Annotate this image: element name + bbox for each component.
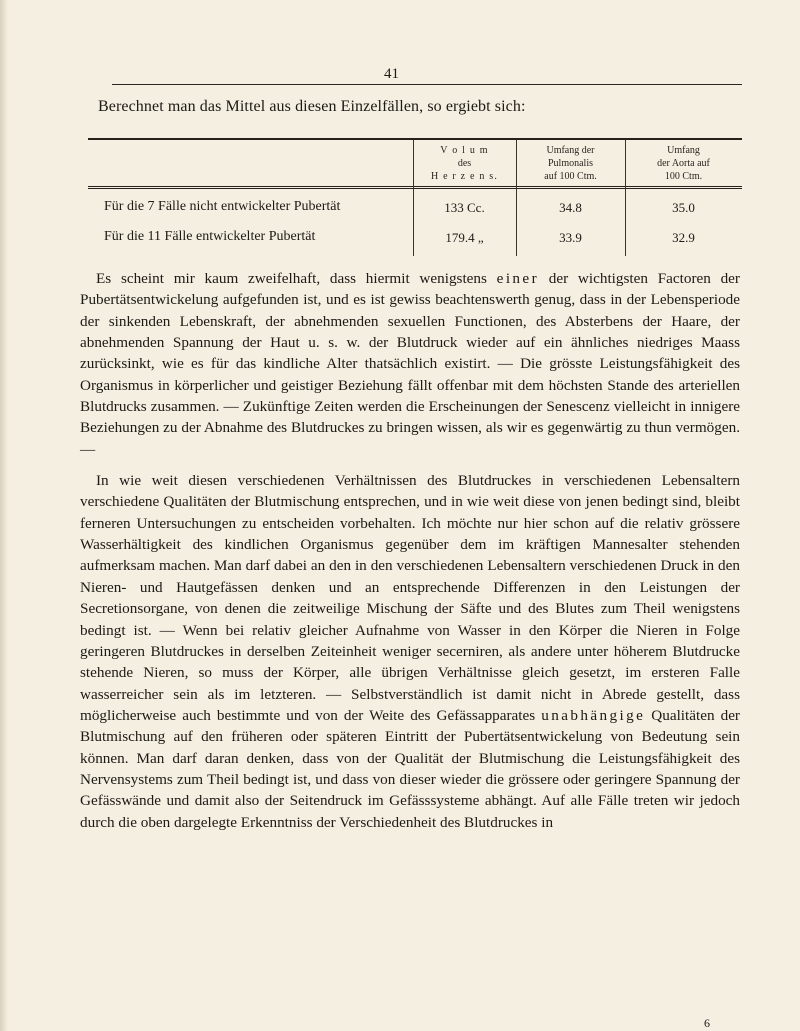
header-aorta-line2: der Aorta auf: [657, 158, 710, 169]
row-pulmonalis: 33.9: [559, 230, 582, 245]
paragraph-text: In wie weit diesen verschiedenen Verhältnissen des Blutdruckes in verschiedenen Lebensaltern verschiedene Qualitäten der Blutmischung entsprechen, und in wie weit diese von jenen bedingt sind, bleibt ferneren Untersuchungen zu entscheiden vorbehalten. Ich möchte nur hier schon auf die relativ grössere Wasserhältigkeit des kindlichen Organismus gegenüber dem im kräftigen Mannesalter stehenden aufmerksam machen. Man darf dabei an den in den verschiedenen Lebensaltern verschiedenen Druck in den Nieren- und Hautgefässen denken und an entsprechende Differenzen in den Leistungen der Secretionsorgane, von denen die zeitweilige Mischung der Säfte und des Blutes zum Theil wenigstens bedingt ist. — Wenn bei relativ gleicher Aufnahme von Wasser in den Körper die Nieren in Folge geringeren Blutdruckes in derselben Zeiteinheit weniger secerniren, als andere unter höherem Blutdrucke stehende Nieren, so muss der Körper, alle übrigen Verhältnisse gleich gesetzt, im ersteren Falle wasserreicher sein als im letzteren. — Selbstverständlich ist damit nicht in Abrede gestellt, dass möglicherweise auch bestimmte und von der Weite des Gefässapparates: [80, 472, 740, 724]
intro-sentence: Berechnet man das Mittel aus diesen Einzelfällen, so ergiebt sich:: [98, 98, 526, 115]
paragraph: [80, 470, 740, 833]
paragraph: [80, 268, 740, 460]
header-rule: [112, 84, 742, 85]
page-edge-shadow: [0, 0, 8, 1031]
header-pulmonalis-line3: auf 100 Ctm.: [544, 171, 597, 182]
paragraph-text: Es scheint mir kaum zweifelhaft, dass hiermit wenigstens: [96, 270, 497, 287]
row-pulmonalis: 34.8: [559, 200, 582, 215]
page-number: 41: [384, 66, 399, 82]
paragraph-text: Qualitäten der Blutmischung auf den früheren oder späteren Eintritt der Pubertätsentwickelung von Bedeutung sein können. Man darf daran denken, dass von der Qualität der Blutmischung die Leistungsfähigkeit des Nervensystems zum Theil bedingt ist, und dass von dieser wieder die grössere oder geringere Spannung der Gefässwände und damit also der Seitendruck im Gefässsysteme abhängt. Auf alle Fälle treten wir jedoch durch die oben dargelegte Erkenntniss der Verschiedenheit des Blutdruckes in: [80, 706, 740, 831]
header-aorta-line1: Umfang: [667, 145, 700, 156]
emphasis-text: unabhängige: [541, 706, 646, 724]
row-aorta: 32.9: [672, 230, 695, 245]
row-volum: 179.4 „: [445, 230, 484, 245]
body-text: [80, 268, 740, 833]
signature-mark: 6: [704, 1016, 710, 1030]
paragraph-text: der wichtigsten Factoren der Pubertätsentwickelung aufgefunden ist, und es ist gewiss beachtenswerth genug, dass in der Lebensperiode der sinkenden Lebenskraft, der abnehmenden sexuellen Functionen, des Absterbens der Haare, der abnehmenden Spannung der Haut u. s. w. der Blutdruck wieder auf ein ähnliches niedriges Maass zurücksinkt, wie es für das kindliche Alter thatsächlich existirt. — Die grösste Leistungsfähigkeit des Organismus in körperlicher und geistiger Beziehung fällt offenbar mit dem höchsten Stande des arteriellen Blutdrucks zusammen. — Zukünftige Zeiten werden die Erscheinungen der Senescenz vielleicht in innigere Beziehungen zu der Abnahme des Blutdruckes zu bringen wissen, als wir es gegenwärtig zu thun vermögen. —: [80, 270, 740, 458]
header-pulmonalis: [516, 144, 625, 183]
header-volum-line2: des: [457, 158, 472, 169]
row-volum: 133 Cc.: [444, 200, 485, 215]
header-aorta: [625, 144, 742, 183]
header-volum-line1: V o l u m: [440, 145, 489, 156]
header-volum: [413, 144, 516, 183]
header-aorta-line3: 100 Ctm.: [664, 171, 703, 182]
row-label: Für die 7 Fälle nicht entwickelter Pubertät: [104, 199, 341, 214]
emphasis-text: einer: [496, 270, 540, 287]
row-label: Für die 11 Fälle entwickelter Pubertät: [104, 229, 316, 244]
data-table: [88, 138, 742, 256]
table-top-rule: [88, 138, 742, 140]
header-pulmonalis-line1: Umfang der: [546, 145, 595, 156]
table-header-rule: [88, 186, 742, 189]
header-volum-line3: H e r z e n s.: [430, 171, 499, 182]
row-aorta: 35.0: [672, 200, 695, 215]
header-pulmonalis-line2: Pulmonalis: [547, 158, 593, 169]
